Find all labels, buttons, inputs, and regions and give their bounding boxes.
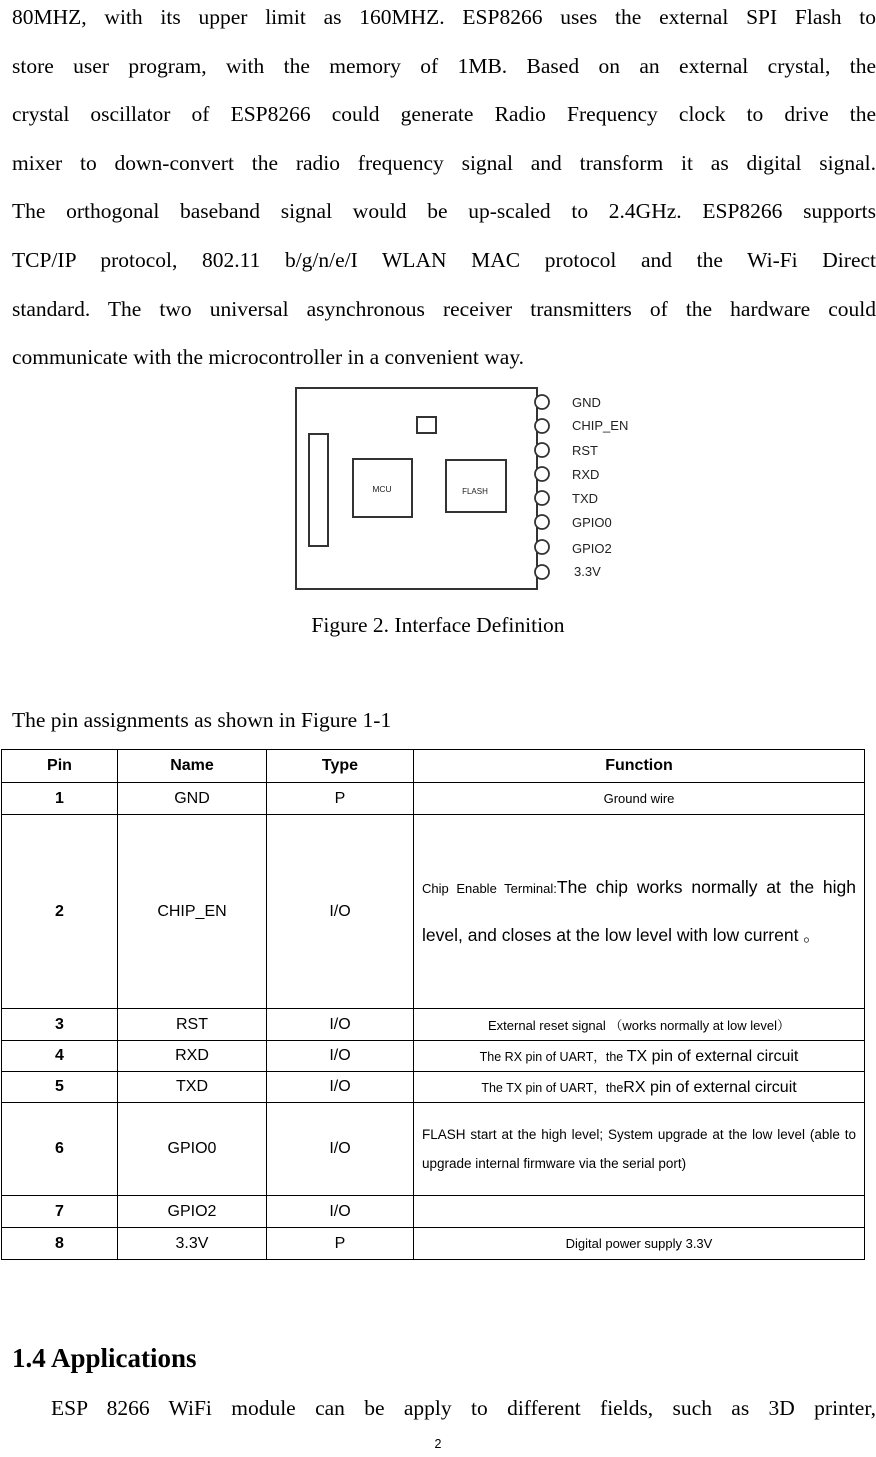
- table-row: [2, 1196, 865, 1228]
- pin-label: GND: [572, 395, 601, 410]
- pin-function: FLASH start at the high level; System upgrade at the low level (able to upgrade internal firmware via the serial port): [414, 1103, 865, 1196]
- pin-number: 6: [2, 1103, 118, 1196]
- figure-caption: Figure 2. Interface Definition: [311, 613, 565, 637]
- pin-hole: [535, 419, 549, 433]
- pin-number: 5: [2, 1072, 118, 1103]
- function-text: RX pin of external circuit: [623, 1078, 797, 1096]
- flash-label: FLASH: [462, 487, 488, 496]
- table-row: [2, 1103, 865, 1196]
- paragraph-line: crystal oscillator of ESP8266 could generate Radio Frequency clock to drive the: [12, 102, 876, 127]
- function-prefix: The TX pin of UART，the: [481, 1080, 624, 1095]
- function-text: The chip works normally at the high level, and closes at the low level with low current 。: [422, 877, 856, 945]
- pin-name: GND: [118, 783, 267, 815]
- pin-function: External reset signal （works normally at low level）: [414, 1009, 865, 1041]
- table-row: [2, 815, 865, 1009]
- pin-function: Ground wire: [414, 783, 865, 815]
- pin-name: GPIO0: [118, 1103, 267, 1196]
- paragraph-line: 80MHZ, with its upper limit as 160MHZ. ESP8266 uses the external SPI Flash to: [12, 5, 876, 29]
- pin-label: GPIO0: [572, 515, 612, 530]
- pin-label: CHIP_EN: [572, 418, 629, 433]
- pin-function: [414, 815, 865, 1009]
- paragraph-line: standard. The two universal asynchronous receiver transmitters of the hardware could: [12, 296, 876, 321]
- pin-number: 1: [2, 783, 118, 815]
- pin-type: I/O: [267, 1196, 414, 1228]
- pin-label: RXD: [572, 467, 600, 482]
- pin-hole: [535, 491, 549, 505]
- pin-name: TXD: [118, 1072, 267, 1103]
- pin-labels: [572, 395, 628, 579]
- paragraph-line: mixer to down-convert the radio frequency signal and transform it as digital signal.: [12, 150, 876, 175]
- body-paragraph: [12, 0, 876, 382]
- section-heading: 1.4 Applications: [12, 1343, 197, 1373]
- pin-type: P: [267, 1228, 414, 1260]
- paragraph-line: TCP/IP protocol, 802.11 b/g/n/e/I WLAN MAC protocol and the Wi-Fi Direct: [12, 247, 876, 272]
- column-header: Type: [267, 750, 414, 783]
- paragraph-line: communicate with the microcontroller in a convenient way.: [12, 345, 525, 370]
- pin-function: [414, 1041, 865, 1072]
- table-row: [2, 1041, 865, 1072]
- pin-number: 2: [2, 815, 118, 1009]
- interface-definition-figure: [295, 386, 640, 592]
- pin-function: [414, 1196, 865, 1228]
- pin-hole: [535, 443, 549, 457]
- column-header: Name: [118, 750, 267, 783]
- table-header-row: [2, 750, 865, 783]
- pin-number: 8: [2, 1228, 118, 1260]
- pin-hole: [535, 467, 549, 481]
- table-row: [2, 1009, 865, 1041]
- pin-label: GPIO2: [572, 541, 612, 556]
- function-prefix: The RX pin of UART，the: [479, 1049, 627, 1064]
- pin-type: I/O: [267, 815, 414, 1009]
- pin-name: RXD: [118, 1041, 267, 1072]
- pin-number: 4: [2, 1041, 118, 1072]
- pin-type: I/O: [267, 1103, 414, 1196]
- pin-label: TXD: [572, 491, 598, 506]
- antenna-strip: [309, 434, 328, 546]
- pin-label: RST: [572, 443, 598, 458]
- paragraph-line: store user program, with the memory of 1MB. Based on an external crystal, the: [12, 53, 876, 78]
- small-component: [417, 417, 436, 433]
- pin-hole: [535, 565, 549, 579]
- pin-type: I/O: [267, 1072, 414, 1103]
- function-text: TX pin of external circuit: [626, 1047, 799, 1065]
- applications-paragraph: ESP 8266 WiFi module can be apply to different fields, such as 3D printer,: [51, 1396, 876, 1420]
- pin-name: RST: [118, 1009, 267, 1041]
- column-header: Pin: [2, 750, 118, 783]
- table-intro: The pin assignments as shown in Figure 1-1: [12, 708, 392, 732]
- table-row: [2, 1228, 865, 1260]
- page-number: 2: [434, 1437, 442, 1451]
- pin-type: I/O: [267, 1041, 414, 1072]
- pin-name: CHIP_EN: [118, 815, 267, 1009]
- pin-assignment-table: [1, 749, 865, 1260]
- function-prefix: Chip Enable Terminal:: [422, 881, 557, 896]
- pin-function: [414, 1072, 865, 1103]
- paragraph-line: The orthogonal baseband signal would be up-scaled to 2.4GHz. ESP8266 supports: [12, 199, 876, 224]
- column-header: Function: [414, 750, 865, 783]
- pin-hole: [535, 515, 549, 529]
- table-row: [2, 783, 865, 815]
- pin-name: 3.3V: [118, 1228, 267, 1260]
- table-row: [2, 1072, 865, 1103]
- pin-number: 7: [2, 1196, 118, 1228]
- pin-hole: [535, 540, 549, 554]
- pin-label: 3.3V: [574, 564, 601, 579]
- pin-number: 3: [2, 1009, 118, 1041]
- flash-chip: [446, 460, 506, 512]
- pin-type: I/O: [267, 1009, 414, 1041]
- mcu-label: MCU: [372, 484, 392, 494]
- pin-name: GPIO2: [118, 1196, 267, 1228]
- pin-type: P: [267, 783, 414, 815]
- pin-function: Digital power supply 3.3V: [414, 1228, 865, 1260]
- pin-hole: [535, 395, 549, 409]
